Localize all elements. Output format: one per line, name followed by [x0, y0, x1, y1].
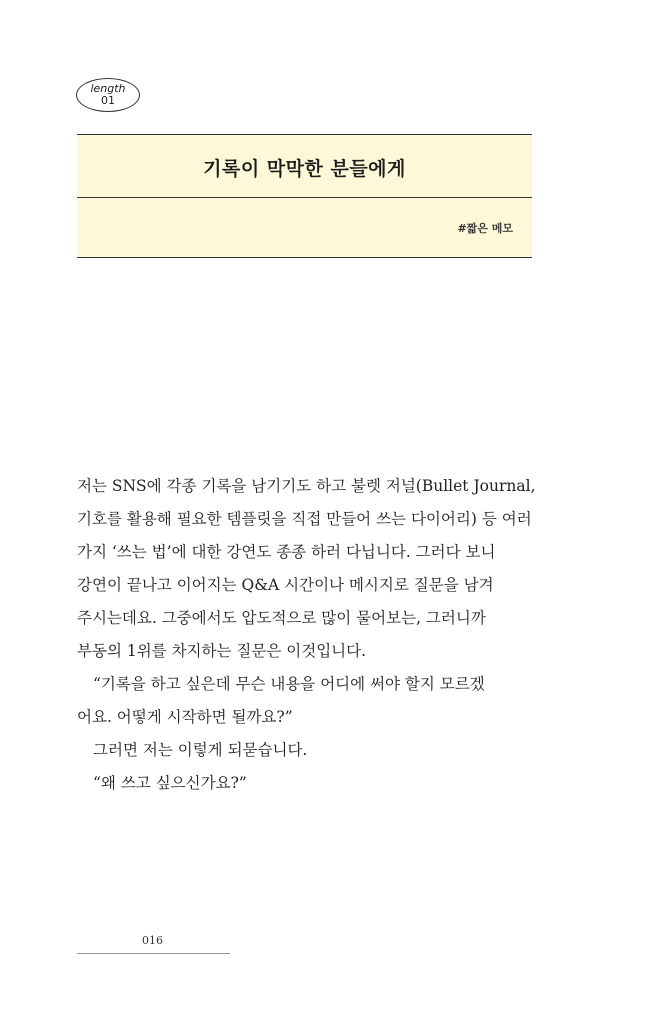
body-line: 주시는데요. 그중에서도 압도적으로 많이 물어보는, 그러니까: [77, 609, 486, 627]
quote-line: “왜 쓰고 싶으신가요?”: [93, 774, 247, 792]
chapter-title: 기록이 막막한 분들에게: [203, 158, 406, 180]
chapter-title-box: [77, 134, 532, 258]
title-divider: [77, 197, 532, 198]
body-line: 가지 ‘쓰는 법’에 대한 강연도 종종 하러 다닙니다. 그러다 보니: [77, 543, 496, 561]
length-badge: [76, 78, 140, 112]
quote-line: “기록을 하고 싶은데 무슨 내용을 어디에 써야 할지 모르겠: [93, 675, 485, 693]
chapter-tag: #짧은 메모: [457, 222, 513, 235]
body-line: 강연이 끝나고 이어지는 Q&A 시간이나 메시지로 질문을 남겨: [77, 576, 494, 594]
body-line: 부동의 1위를 차지하는 질문은 이것입니다.: [77, 642, 367, 660]
length-number: 01: [101, 94, 115, 107]
body-text: [77, 470, 536, 800]
body-line: 기호를 활용해 필요한 템플릿을 직접 만들어 쓰는 다이어리) 등 여러: [77, 510, 532, 528]
footer-rule: [77, 953, 230, 954]
page-number: 016: [142, 934, 163, 947]
body-line: 그러면 저는 이렇게 되묻습니다.: [93, 741, 308, 759]
quote-line: 어요. 어떻게 시작하면 될까요?”: [77, 708, 293, 726]
length-label: length: [90, 82, 126, 95]
body-line: 저는 SNS에 각종 기록을 남기기도 하고 불렛 저널(Bullet Journal,: [77, 477, 536, 495]
